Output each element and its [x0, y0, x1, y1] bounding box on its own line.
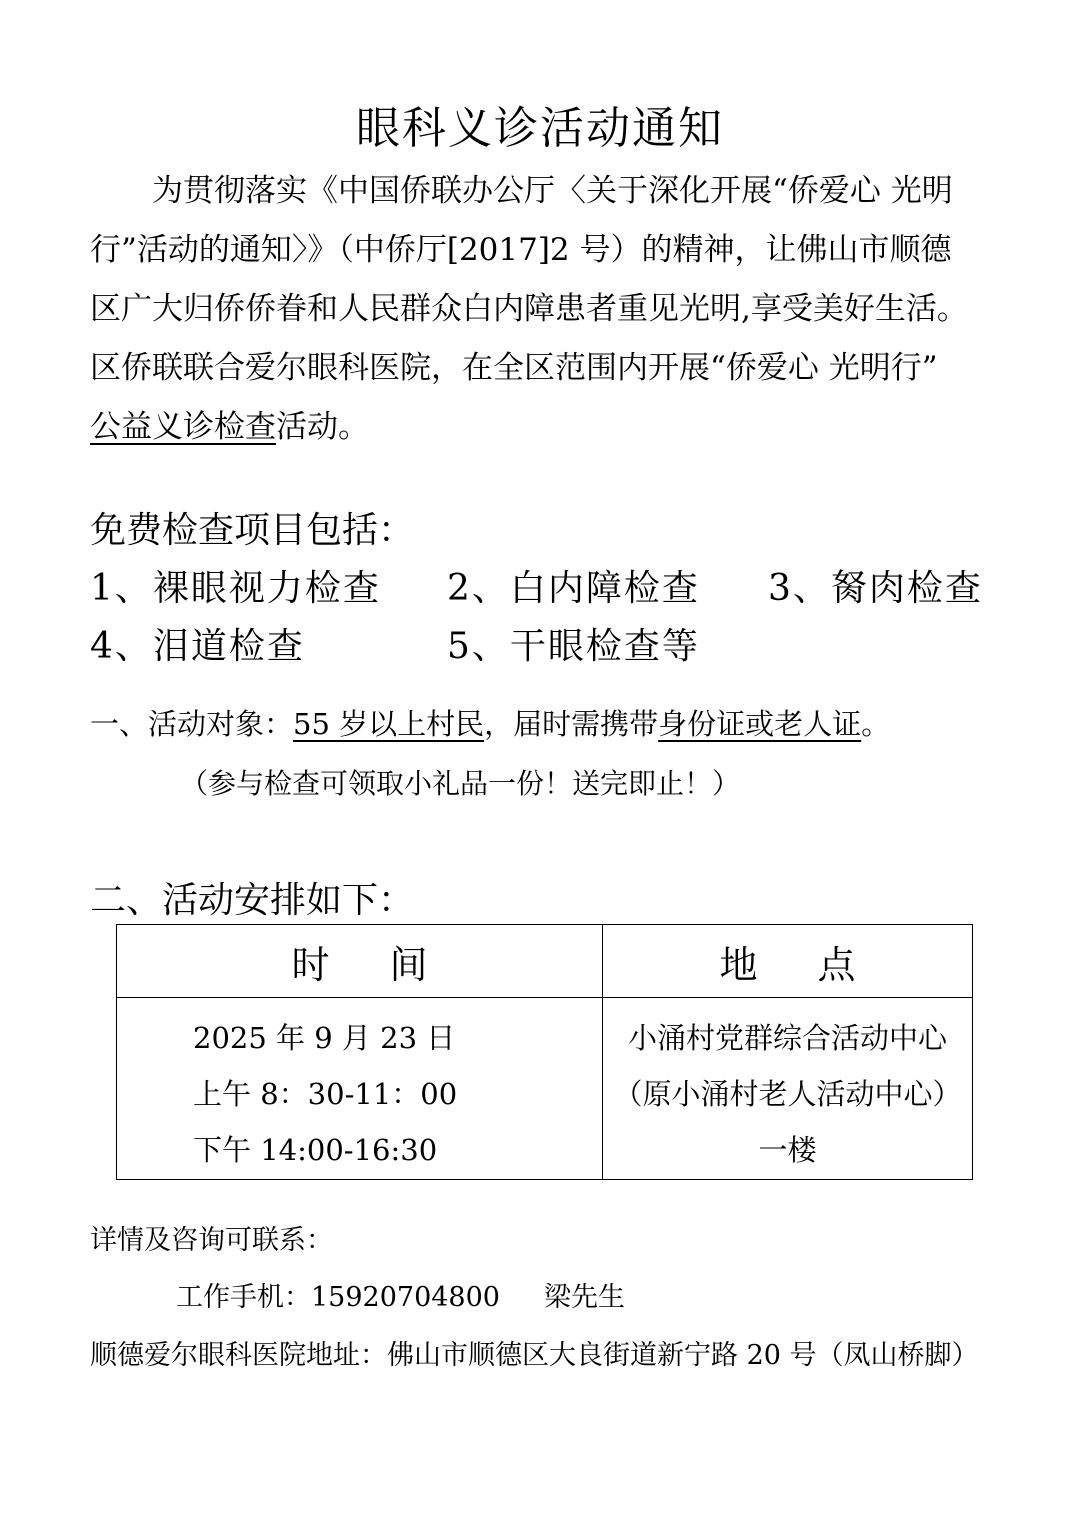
target-who: 55 岁以上村民 [293, 707, 485, 741]
column-header-place: 地点 [603, 925, 973, 998]
phone-number[interactable]: 15920704800 [311, 1282, 500, 1313]
intro-line: 区广大归侨侨眷和人民群众白内障患者重见光明,享受美好生活。 [90, 291, 968, 327]
address-text: 佛山市顺德区大良街道新宁路 20 号（凤山桥脚） [387, 1340, 979, 1371]
place-former-name-text: （原小涌村老人活动中心） [613, 1077, 962, 1111]
gift-note: （参与检查可领取小礼品一份！送完即止！） [180, 767, 741, 800]
place-floor-text: 一楼 [758, 1133, 817, 1167]
intro-line: 区侨联联合爱尔眼科医院，在全区范围内开展“侨爱心 光明行” [90, 350, 938, 386]
target-prefix: 一、活动对象： [90, 707, 294, 741]
address-label: 顺德爱尔眼科医院地址： [90, 1340, 387, 1371]
check-item: 2、白内障检查 [447, 568, 700, 609]
target-middle: ，届时需携带 [484, 707, 659, 741]
intro-paragraph [90, 162, 1025, 457]
check-item: 3、胬肉检查 [768, 568, 983, 609]
intro-line-end: 活动。 [276, 409, 369, 445]
check-item: 1、裸眼视力检查 [90, 568, 381, 609]
intro-line [90, 398, 1025, 457]
intro-line: 行”活动的通知〉》（中侨厅[2017]2 号）的精神，让佛山市顺德 [90, 232, 952, 268]
items-heading: 免费检查项目包括： [90, 510, 415, 551]
date-text: 2025 年 9 月 23 日 [193, 1021, 456, 1055]
place-name-text: 小涌村党群综合活动中心 [627, 1021, 947, 1055]
contact-person: 梁先生 [543, 1282, 625, 1313]
contact-heading: 详情及咨询可联系： [90, 1225, 333, 1256]
activity-target [90, 702, 890, 743]
time-cell [117, 998, 603, 1180]
target-suffix: 。 [861, 707, 891, 741]
schedule-table [116, 924, 973, 1180]
table-header-row [117, 925, 973, 998]
page-title: 眼科义诊活动通知 [356, 103, 724, 154]
table-row [117, 998, 973, 1180]
afternoon-time-text: 下午 14:00-16:30 [193, 1133, 438, 1167]
intro-underlined-text: 公益义诊检查 [90, 409, 276, 445]
schedule-heading: 二、活动安排如下： [90, 880, 415, 921]
phone-label: 工作手机： [176, 1282, 311, 1313]
contact-phone-line [176, 1275, 625, 1314]
place-cell [603, 998, 973, 1180]
check-item: 4、泪道检查 [90, 626, 305, 667]
morning-time-text: 上午 8：30-11：00 [193, 1077, 458, 1111]
check-item: 5、干眼检查等 [447, 626, 700, 667]
intro-line: 为贯彻落实《中国侨联办公厅〈关于深化开展“侨爱心 光明 [152, 173, 953, 209]
column-header-time: 时间 [117, 925, 603, 998]
target-docs: 身份证或老人证 [658, 707, 862, 741]
hospital-address [90, 1333, 979, 1372]
